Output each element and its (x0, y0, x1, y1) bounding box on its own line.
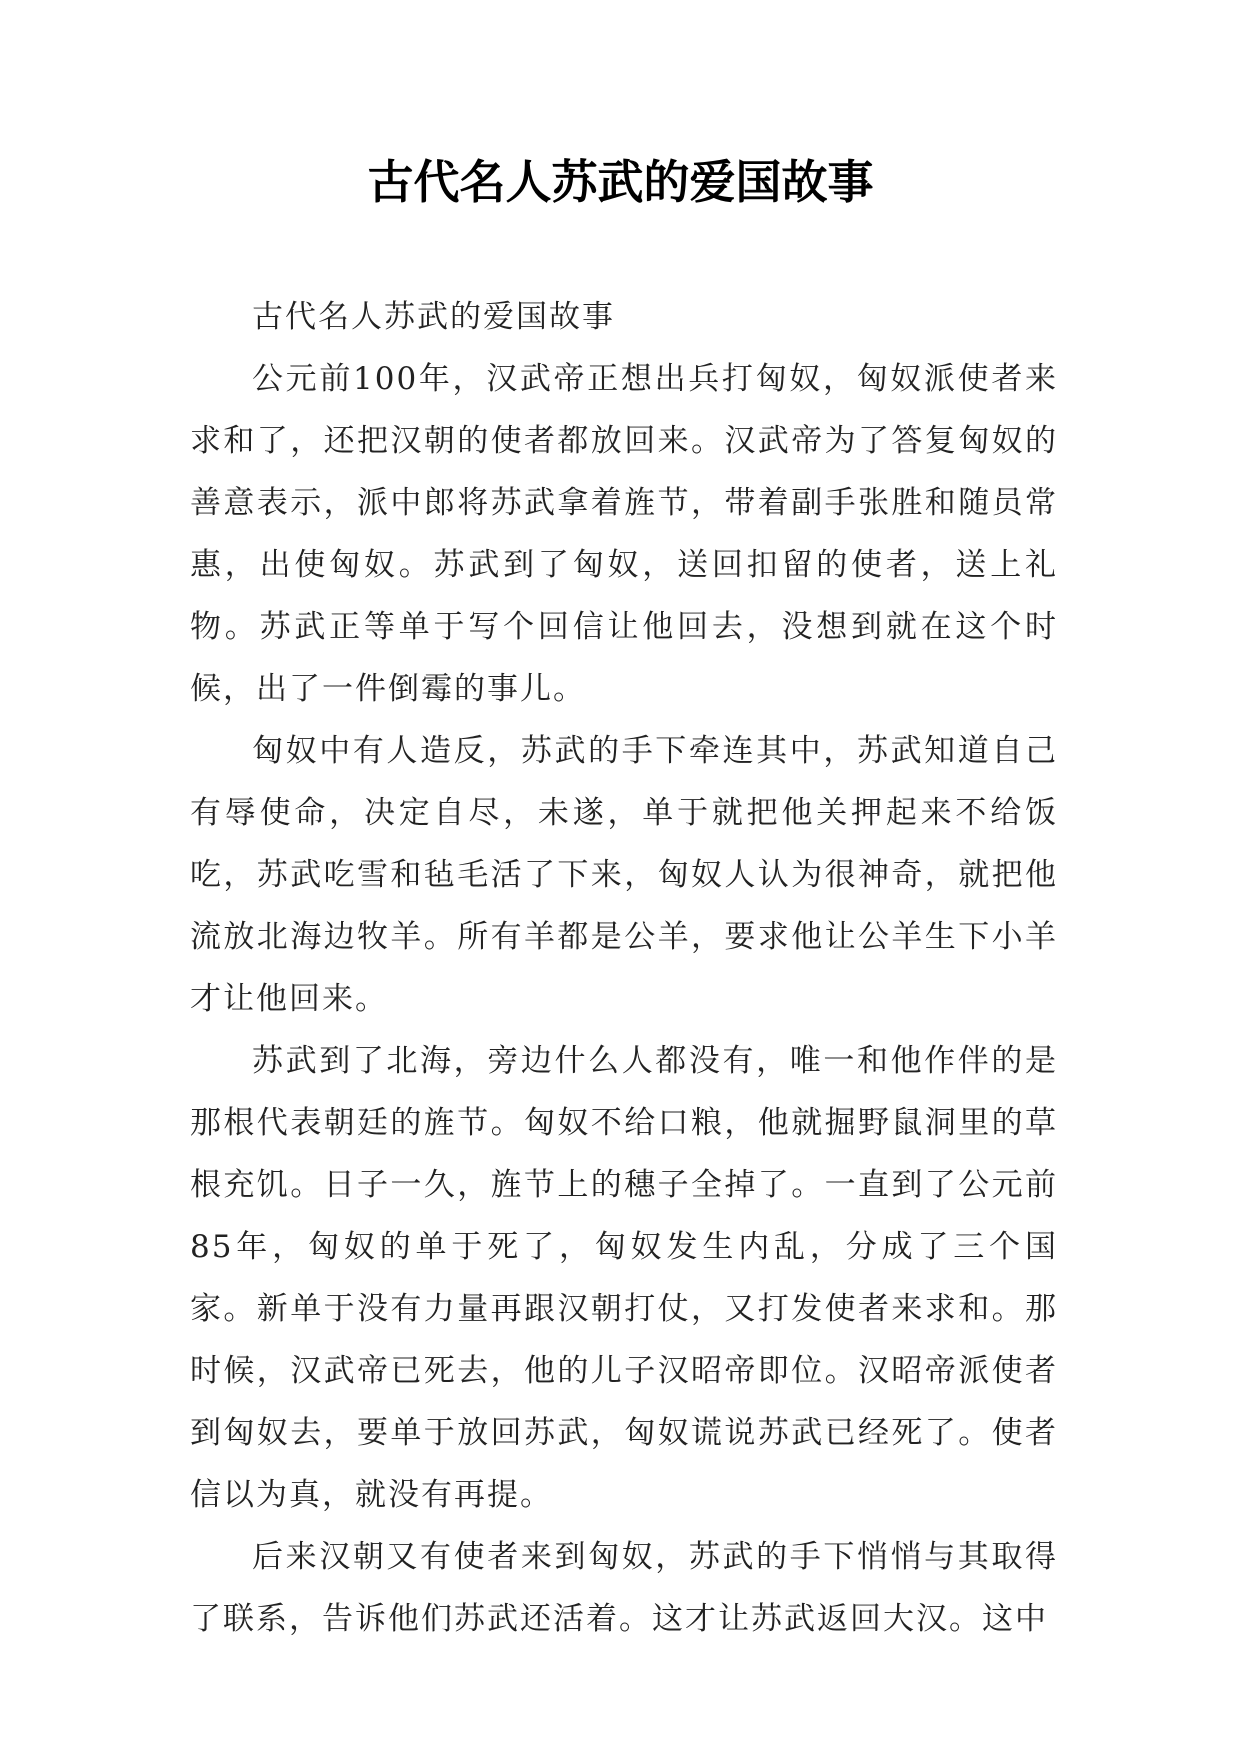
paragraph: 苏武到了北海，旁边什么人都没有，唯一和他作伴的是那根代表朝廷的旌节。匈奴不给口粮，他就掘野鼠洞里的草根充饥。日子一久，旌节上的穗子全掉了。一直到了公元前85年，匈奴的单于死了，匈奴发生内乱，分成了三个国家。新单于没有力量再跟汉朝打仗，又打发使者来求和。那时候，汉武帝已死去，他的儿子汉昭帝即位。汉昭帝派使者到匈奴去，要单于放回苏武，匈奴谎说苏武已经死了。使者信以为真，就没有再提。 (190, 1043, 1058, 1513)
paragraph: 匈奴中有人造反，苏武的手下牵连其中，苏武知道自己有辱使命，决定自尽，未遂，单于就把他关押起来不给饭吃，苏武吃雪和毡毛活了下来，匈奴人认为很神奇，就把他流放北海边牧羊。所有羊都是公羊，要求他让公羊生下小羊才让他回来。 (190, 733, 1058, 1017)
document-body (190, 286, 1058, 1650)
paragraph-subtitle: 古代名人苏武的爱国故事 (252, 299, 615, 335)
paragraph: 公元前100年，汉武帝正想出兵打匈奴，匈奴派使者来求和了，还把汉朝的使者都放回来。汉武帝为了答复匈奴的善意表示，派中郎将苏武拿着旌节，带着副手张胜和随员常惠，出使匈奴。苏武到了匈奴，送回扣留的使者，送上礼物。苏武正等单于写个回信让他回去，没想到就在这个时候，出了一件倒霉的事儿。 (190, 361, 1058, 707)
paragraph: 后来汉朝又有使者来到匈奴，苏武的手下悄悄与其取得了联系，告诉他们苏武还活着。这才让苏武返回大汉。这中 (190, 1539, 1058, 1637)
document-title: 古代名人苏武的爱国故事 (367, 155, 874, 209)
